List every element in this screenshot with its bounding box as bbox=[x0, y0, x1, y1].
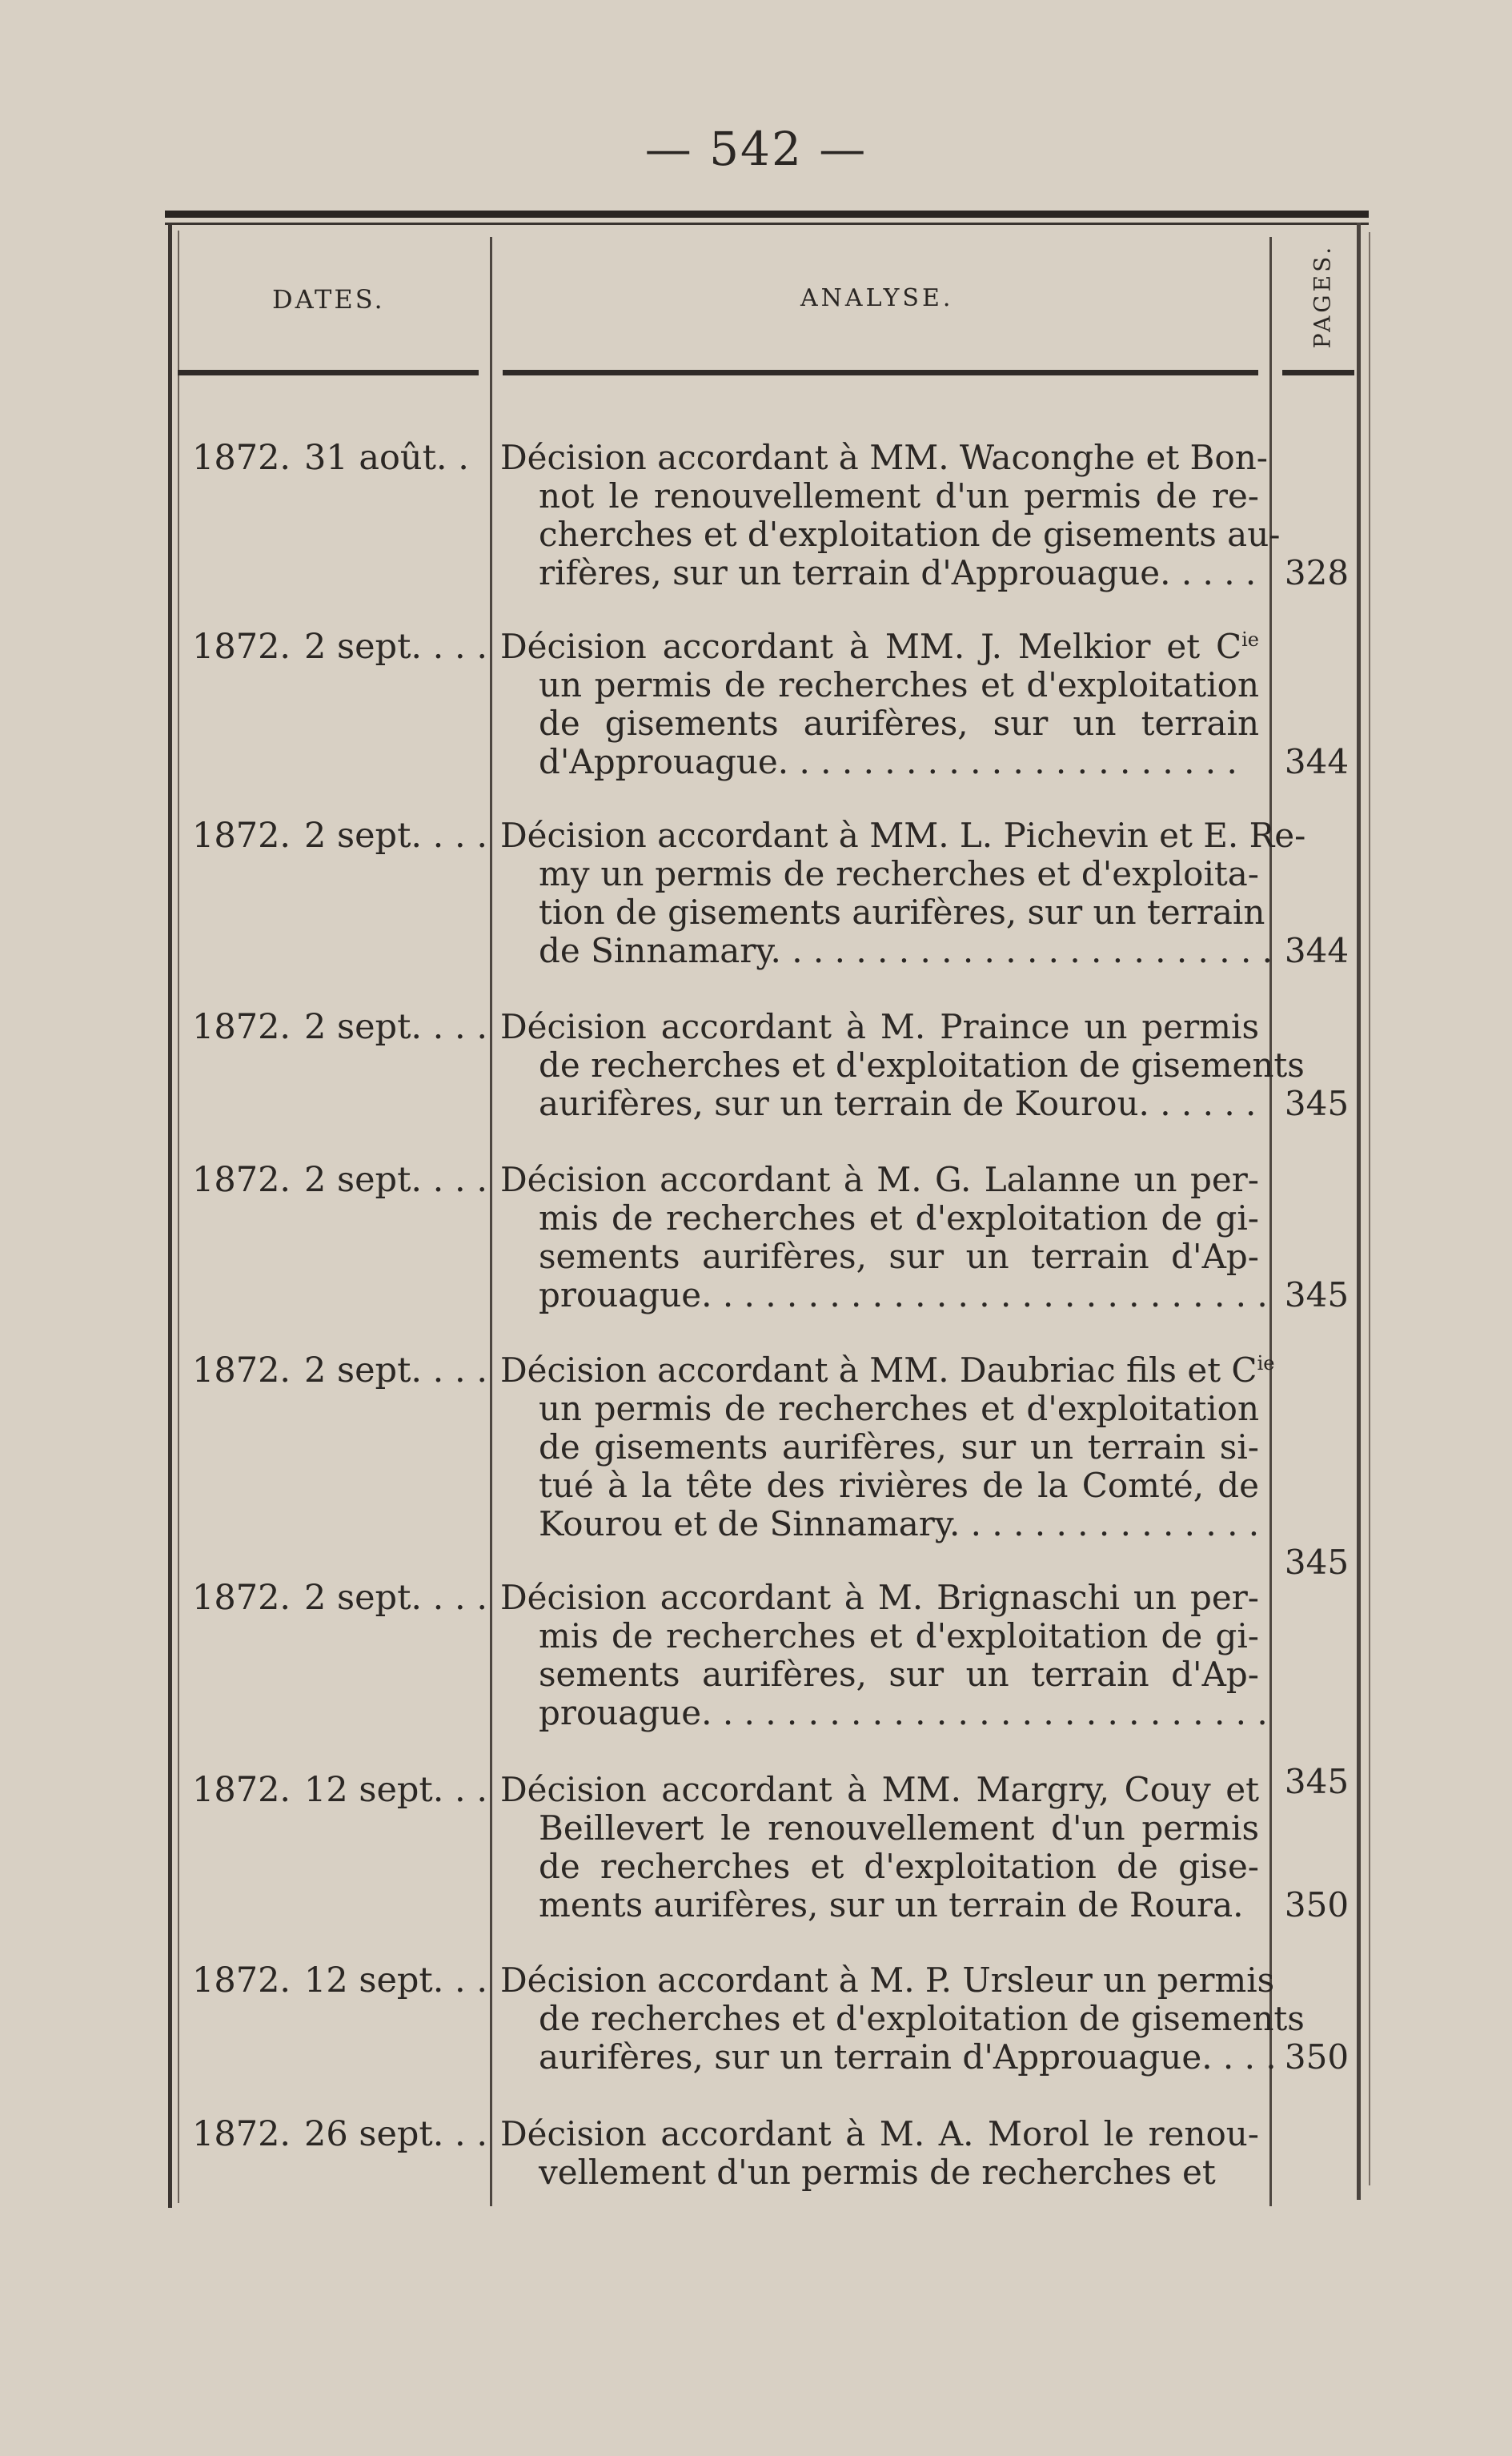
entry-analysis-line bbox=[500, 438, 1268, 477]
entry-analysis bbox=[500, 1350, 1275, 1543]
entry-page-number: 350 bbox=[1284, 2037, 1350, 2077]
entry-analysis bbox=[500, 2115, 1259, 2192]
entry-year: 1872. bbox=[192, 627, 291, 667]
company-abbrev-superscript: ie bbox=[1257, 1352, 1275, 1374]
entry-analysis-line-text: Décision accordant à MM. Daubriac fils et C bbox=[500, 1350, 1257, 1390]
entry-year: 1872. bbox=[192, 1350, 291, 1391]
entry-analysis-line-text: Décision accordant à MM. L. Pichevin et E. Re- bbox=[500, 816, 1306, 855]
entry-analysis-line bbox=[500, 477, 1259, 516]
header-pages-label: PAGES. bbox=[1309, 243, 1336, 349]
entry-analysis-line-text: tion de gisements aurifères, sur un terrain bbox=[539, 893, 1265, 932]
entry-year: 1872. bbox=[192, 1960, 291, 2001]
entry-analysis-line-text: de recherches et d'exploitation de gisements bbox=[539, 1999, 1305, 2038]
entry-analysis-line-text: Décision accordant à MM. Margry, Couy et bbox=[500, 1770, 1259, 1809]
entry-analysis-line bbox=[500, 628, 1259, 666]
entry-date: 12 sept. . . bbox=[304, 1770, 488, 1810]
entry-analysis bbox=[500, 1578, 1268, 1732]
entry-year: 1872. bbox=[192, 1578, 291, 1618]
entry-analysis-line bbox=[500, 1579, 1259, 1617]
company-abbrev-superscript: ie bbox=[1241, 628, 1259, 651]
entry-date: 26 sept. . . bbox=[304, 2114, 488, 2154]
entry-analysis bbox=[500, 1771, 1259, 1924]
entry-analysis-line bbox=[500, 1045, 1305, 1085]
entry-date: 2 sept. . . . bbox=[304, 1007, 488, 1047]
entry-analysis-line-text: aurifères, sur un terrain d'Approuague. . . . bbox=[539, 2037, 1277, 2077]
entry-analysis-line bbox=[500, 893, 1265, 932]
entry-analysis-line-text: prouague. . . . . . . . . . . . . . . . . . . . . . . . . . . bbox=[539, 1693, 1268, 1732]
entry-analysis-line bbox=[500, 515, 1281, 554]
entry-year: 1872. bbox=[192, 438, 291, 478]
entry-page-number: 345 bbox=[1284, 1543, 1350, 1582]
entry-analysis bbox=[500, 1160, 1268, 1314]
entry-analysis-line bbox=[500, 855, 1259, 893]
entry-analysis-line bbox=[500, 666, 1259, 704]
entry-analysis bbox=[500, 628, 1259, 781]
entry-analysis bbox=[500, 1007, 1305, 1123]
entry-analysis-line-text: Décision accordant à M. Brignaschi un per- bbox=[500, 1578, 1259, 1617]
entry-page-number: 345 bbox=[1284, 1762, 1350, 1801]
entry-analysis-line-text: ments aurifères, sur un terrain de Roura. bbox=[539, 1885, 1244, 1924]
entry-analysis bbox=[500, 816, 1306, 970]
table-right-border bbox=[1357, 223, 1361, 2200]
entry-analysis-line bbox=[500, 1161, 1259, 1199]
entry-analysis-line-text: prouague. . . . . . . . . . . . . . . . . . . . . . . . . . . bbox=[539, 1275, 1268, 1314]
entry-analysis-line-text: mis de recherches et d'exploitation de gi- bbox=[539, 1616, 1259, 1655]
entry-year: 1872. bbox=[192, 2114, 291, 2154]
entry-analysis-line-text: de Sinnamary. . . . . . . . . . . . . . . . . . . . . . . . bbox=[539, 931, 1273, 970]
entry-analysis-line-text: Décision accordant à M. G. Lalanne un per- bbox=[500, 1160, 1259, 1199]
entry-analysis-line bbox=[500, 2153, 1259, 2192]
entry-analysis-line-text: my un permis de recherches et d'exploita- bbox=[539, 854, 1259, 893]
entry-date: 2 sept. . . . bbox=[304, 1578, 488, 1618]
entry-analysis-line-text: Décision accordant à M. Praince un permis bbox=[500, 1007, 1259, 1046]
entry-analysis-line-text: aurifères, sur un terrain de Kourou. . . . . . bbox=[539, 1084, 1257, 1123]
entry-analysis-line-text: de recherches et d'exploitation de gise- bbox=[539, 1847, 1259, 1886]
entry-analysis-line bbox=[500, 1617, 1259, 1655]
entry-analysis-line-text: not le renouvellement d'un permis de re- bbox=[539, 476, 1259, 516]
entry-year: 1872. bbox=[192, 1160, 291, 1200]
header-rule-pages bbox=[1282, 370, 1354, 375]
entry-analysis-line bbox=[500, 1848, 1259, 1886]
entry-analysis-line bbox=[500, 1428, 1259, 1467]
entry-analysis-line-text: cherches et d'exploitation de gisements au- bbox=[539, 515, 1281, 554]
entry-analysis-line-text: de gisements aurifères, sur un terrain bbox=[539, 704, 1259, 743]
header-rule-dates bbox=[178, 370, 479, 375]
entry-analysis-line bbox=[500, 1275, 1268, 1314]
entry-analysis-line-text: Décision accordant à MM. Waconghe et Bon- bbox=[500, 438, 1268, 477]
entry-analysis-line bbox=[500, 1350, 1275, 1390]
entry-year: 1872. bbox=[192, 1007, 291, 1047]
entry-page-number: 328 bbox=[1284, 553, 1350, 592]
entry-date: 2 sept. . . . bbox=[304, 816, 488, 856]
entry-analysis-line-text: vellement d'un permis de recherches et bbox=[539, 2153, 1216, 2192]
entry-analysis-line bbox=[500, 1809, 1259, 1848]
entry-analysis-line bbox=[500, 1238, 1259, 1276]
entry-date: 2 sept. . . . bbox=[304, 627, 488, 667]
entry-analysis bbox=[500, 438, 1281, 592]
entry-analysis-line-text: d'Approuague. . . . . . . . . . . . . . . . . . . . . . bbox=[539, 742, 1237, 781]
entry-analysis-line bbox=[500, 1390, 1259, 1428]
dates-column-rule bbox=[490, 237, 492, 2206]
entry-analysis-line bbox=[500, 1505, 1259, 1543]
entry-year: 1872. bbox=[192, 1770, 291, 1810]
entry-page-number: 344 bbox=[1284, 931, 1350, 970]
entry-analysis-line-text: Décision accordant à M. A. Morol le renou- bbox=[500, 2114, 1259, 2153]
entry-analysis-line-text: rifères, sur un terrain d'Approuague. . . . . bbox=[539, 553, 1257, 592]
entry-date: 2 sept. . . . bbox=[304, 1160, 488, 1200]
table-top-rule-thin bbox=[165, 223, 1369, 225]
entry-analysis-line-text: mis de recherches et d'exploitation de gi- bbox=[539, 1198, 1259, 1238]
entry-analysis-line-text: sements aurifères, sur un terrain d'Ap- bbox=[539, 1655, 1259, 1694]
entry-analysis-line bbox=[500, 1999, 1305, 2038]
entry-analysis-line bbox=[500, 2037, 1277, 2077]
entry-analysis-line bbox=[500, 1008, 1259, 1046]
entry-analysis-line-text: Beillevert le renouvellement d'un permis bbox=[539, 1808, 1259, 1848]
entry-analysis-line-text: sements aurifères, sur un terrain d'Ap- bbox=[539, 1237, 1259, 1276]
entry-analysis-line-text: de gisements aurifères, sur un terrain si- bbox=[539, 1427, 1259, 1467]
entry-analysis-line bbox=[500, 931, 1273, 970]
entry-date: 31 août. . bbox=[304, 438, 469, 478]
entry-analysis-line bbox=[500, 1693, 1268, 1732]
entry-analysis-line-text: Kourou et de Sinnamary. . . . . . . . . . . . . . . bbox=[539, 1504, 1260, 1543]
entry-analysis bbox=[500, 1960, 1305, 2077]
entry-date: 2 sept. . . . bbox=[304, 1350, 488, 1391]
entry-analysis-line bbox=[500, 1960, 1275, 2000]
entry-analysis-line bbox=[500, 1886, 1259, 1924]
header-dates: DATES. bbox=[272, 284, 385, 315]
entry-analysis-line bbox=[500, 554, 1259, 592]
entry-analysis-line-text: un permis de recherches et d'exploitation bbox=[539, 665, 1259, 704]
header-pages bbox=[1301, 240, 1344, 352]
entry-analysis-line bbox=[500, 1771, 1259, 1809]
header-rule-analyse bbox=[503, 370, 1258, 375]
entry-page-number: 345 bbox=[1284, 1084, 1350, 1123]
entry-page-number: 344 bbox=[1284, 742, 1350, 781]
entry-analysis-line bbox=[500, 1199, 1259, 1238]
table-left-border bbox=[168, 223, 172, 2208]
entry-analysis-line bbox=[500, 704, 1259, 743]
table-right-outer-border bbox=[1369, 232, 1370, 2185]
entry-analysis-line bbox=[500, 1467, 1259, 1505]
entry-analysis-line-text: tué à la tête des rivières de la Comté, de bbox=[539, 1466, 1259, 1505]
entry-page-number: 345 bbox=[1284, 1275, 1350, 1314]
header-analyse: ANALYSE. bbox=[800, 284, 954, 312]
table-top-rule-thick bbox=[165, 211, 1369, 218]
entry-date: 12 sept. . . bbox=[304, 1960, 488, 2001]
entry-page-number: 350 bbox=[1284, 1885, 1350, 1924]
entry-year: 1872. bbox=[192, 816, 291, 856]
entry-analysis-line bbox=[500, 816, 1306, 855]
entry-analysis-line bbox=[500, 743, 1259, 781]
entry-analysis-line bbox=[500, 2115, 1259, 2153]
entry-analysis-line-text: de recherches et d'exploitation de gisements bbox=[539, 1045, 1305, 1085]
entry-analysis-line-text: Décision accordant à MM. J. Melkior et C bbox=[500, 627, 1242, 666]
page-number: — 542 — bbox=[644, 122, 868, 176]
entry-analysis-line-text: Décision accordant à M. P. Ursleur un permis bbox=[500, 1960, 1275, 2000]
entry-analysis-line-text: un permis de recherches et d'exploitation bbox=[539, 1389, 1259, 1428]
entry-analysis-line bbox=[500, 1655, 1259, 1694]
table-left-inner-border bbox=[178, 231, 179, 2203]
entry-analysis-line bbox=[500, 1085, 1259, 1123]
